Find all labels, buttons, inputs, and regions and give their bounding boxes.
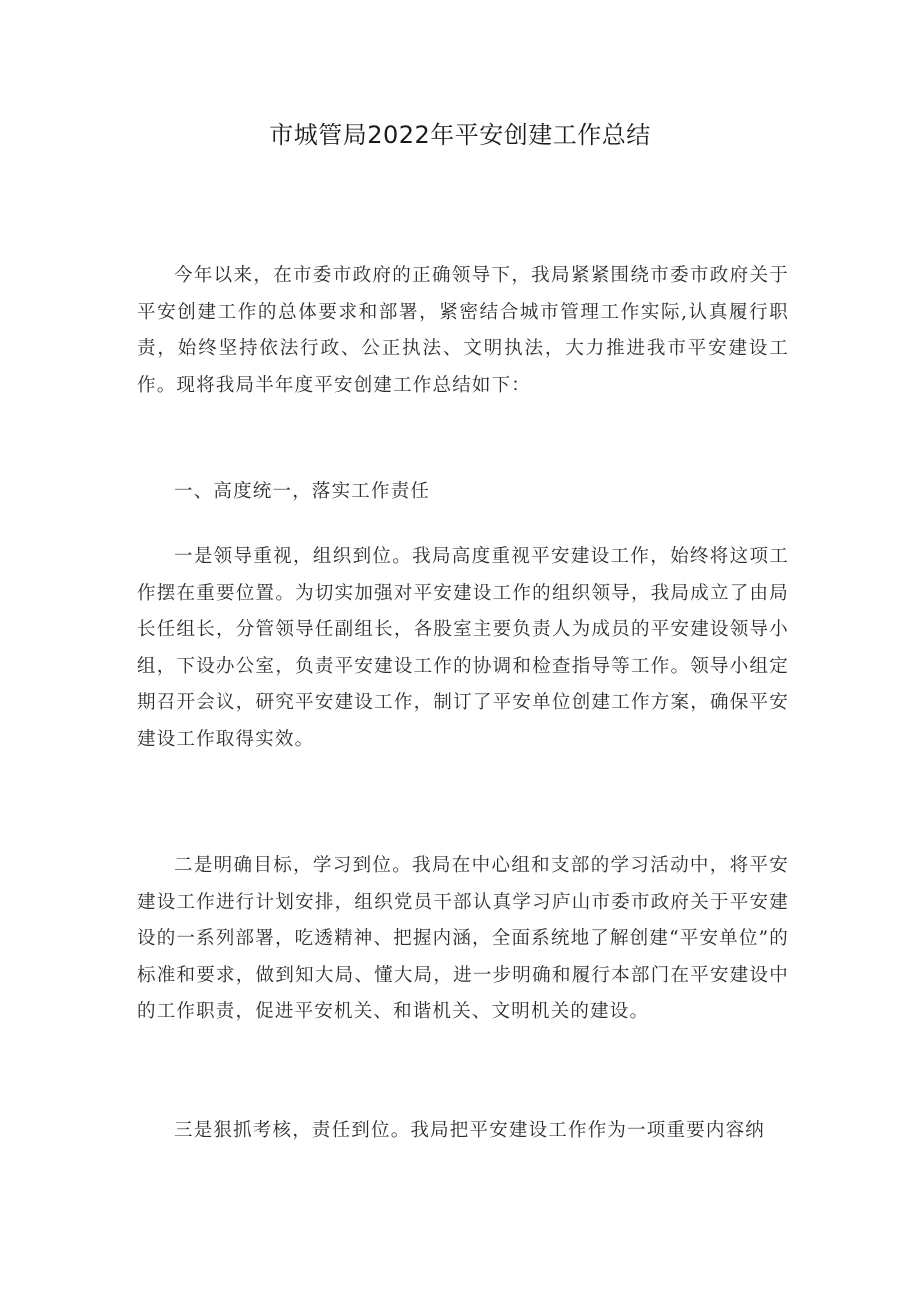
paragraph-point-3: 三是狠抓考核，责任到位。我局把平安建设工作作为一项重要内容纳 [174,1120,766,1141]
section-heading-1: 一、高度统一，落实工作责任 [174,481,431,502]
paragraph-point-2: 二是明确目标，学习到位。我局在中心组和支部的学习活动中，将平安建设工作进行计划安排，组织党员干部认真学习庐山市委市政府关于平安建设的一系列部署，吃透精神、把握内涵，全面系统地了解创建“平安单位”的标准和要求，做到知大局、懂大局，进一步明确和履行本部门在平安建设中的工作职责，促进平安机关、和谐机关、文明机关的建设。 [137,855,789,1022]
document-title: 市城管局2022年平安创建工作总结 [269,121,651,149]
intro-paragraph: 今年以来，在市委市政府的正确领导下，我局紧紧围绕市委市政府关于平安创建工作的总体要求和部署，紧密结合城市管理工作实际,认真履行职责，始终坚持依法行政、公正执法、文明执法，大力推进我市平安建设工作。现将我局半年度平安创建工作总结如下： [137,265,789,396]
paragraph-point-1: 一是领导重视，组织到位。我局高度重视平安建设工作，始终将这项工作摆在重要位置。为切实加强对平安建设工作的组织领导，我局成立了由局长任组长，分管领导任副组长，各股室主要负责人为成员的平安建设领导小组，下设办公室，负责平安建设工作的协调和检查指导等工作。领导小组定期召开会议，研究平安建设工作，制订了平安单位创建工作方案，确保平安建设工作取得实效。 [137,546,789,750]
